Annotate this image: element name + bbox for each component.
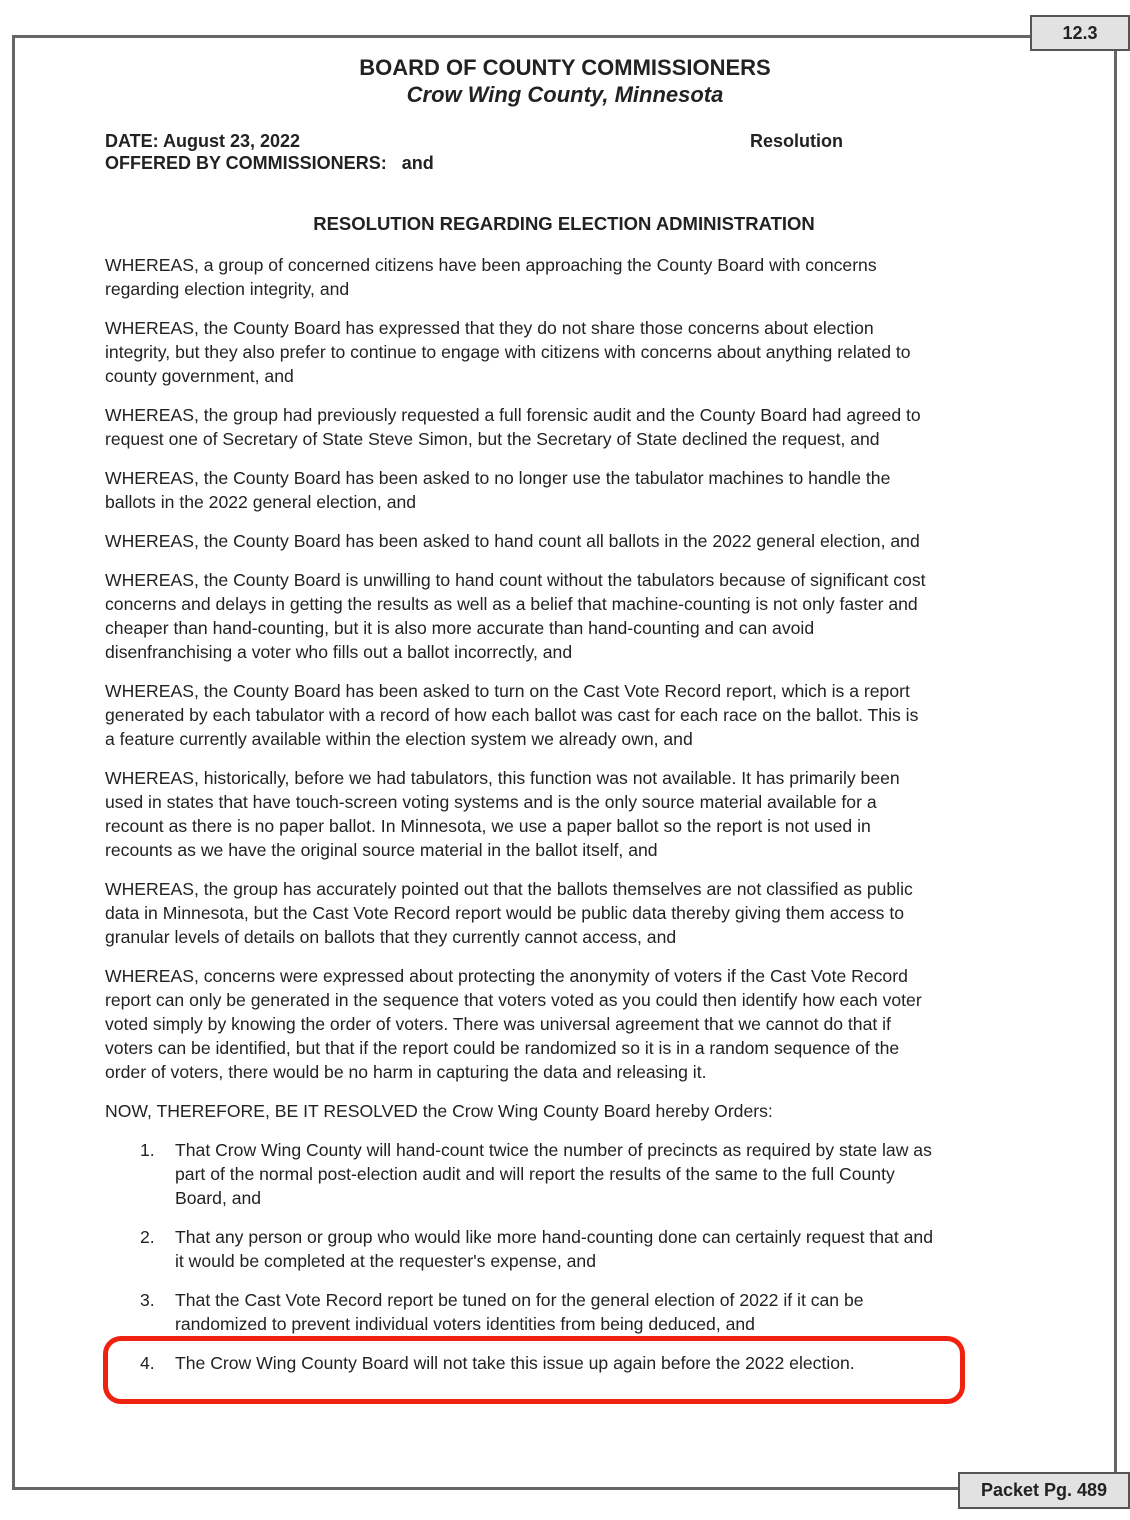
order-item [105, 1225, 1035, 1273]
order-number: 3. [140, 1290, 155, 1310]
text-line: NOW, THEREFORE, BE IT RESOLVED the Crow Wing County Board hereby Orders: [105, 1101, 773, 1121]
whereas-paragraph [105, 466, 1035, 514]
order-number: 4. [140, 1353, 155, 1373]
text-line: WHEREAS, the County Board has expressed that they do not share those concerns about election [105, 318, 874, 338]
text-line: county government, and [105, 366, 294, 386]
text-line: report can only be generated in the sequence that voters voted as you could then identify how each voter [105, 990, 922, 1010]
offered-by-line: OFFERED BY COMMISSIONERS: and [105, 153, 434, 173]
agenda-item-tag: 12.3 [1030, 15, 1130, 51]
text-line: granular levels of details on ballots that they currently cannot access, and [105, 927, 677, 947]
whereas-paragraph [105, 679, 1035, 751]
frame-left [12, 35, 15, 1490]
text-line: WHEREAS, concerns were expressed about protecting the anonymity of voters if the Cast Vote Record [105, 966, 908, 986]
text-line: data in Minnesota, but the Cast Vote Record report would be public data thereby giving them access to [105, 903, 905, 923]
text-line: regarding election integrity, and [105, 279, 350, 299]
packet-page-tag: Packet Pg. 489 [958, 1472, 1130, 1509]
text-line: WHEREAS, the County Board is unwilling to hand count without the tabulators because of significant cost [105, 570, 926, 590]
order-text [175, 1288, 864, 1336]
order-item [105, 1288, 1035, 1336]
text-line: integrity, but they also prefer to continue to engage with citizens with concerns about anything related to [105, 342, 911, 362]
text-line: recounts as we have the original source material in the ballot itself, and [105, 840, 658, 860]
text-line: disenfranchising a voter who fills out a ballot incorrectly, and [105, 642, 573, 662]
whereas-paragraph [105, 316, 1035, 388]
order-number: 1. [140, 1140, 155, 1160]
text-line: voted simply by knowing the order of voters. There was universal agreement that we cannot do that if [105, 1014, 891, 1034]
doc-type: Resolution [750, 131, 843, 151]
order-text [175, 1225, 933, 1273]
text-line: ballots in the 2022 general election, and [105, 492, 417, 512]
text-line: WHEREAS, the group has accurately pointed out that the ballots themselves are not classified as public [105, 879, 913, 899]
whereas-paragraph [105, 1099, 1035, 1123]
whereas-paragraph [105, 766, 1035, 862]
whereas-paragraph [105, 568, 1035, 664]
text-line: WHEREAS, the County Board has been asked to turn on the Cast Vote Record report, which is a report [105, 681, 910, 701]
text-line: generated by each tabulator with a record of how each ballot was cast for each race on the ballot. This is [105, 705, 919, 725]
text-line: WHEREAS, the group had previously requested a full forensic audit and the County Board had agreed to [105, 405, 921, 425]
text-line: a feature currently available within the election system we already own, and [105, 729, 693, 749]
board-heading: BOARD OF COUNTY COMMISSIONERS [359, 55, 771, 80]
text-line: request one of Secretary of State Steve Simon, but the Secretary of State declined the request, and [105, 429, 880, 449]
text-line: The Crow Wing County Board will not take this issue up again before the 2022 election. [175, 1353, 855, 1373]
text-line: voters can be identified, but that if the report could be randomized so it is in a random sequence of the [105, 1038, 900, 1058]
text-line: WHEREAS, the County Board has been asked to hand count all ballots in the 2022 general election, and [105, 531, 920, 551]
text-line: Board, and [175, 1188, 262, 1208]
text-line: concerns and delays in getting the results as well as a belief that machine-counting is not only faster and [105, 594, 918, 614]
text-line: WHEREAS, a group of concerned citizens have been approaching the County Board with concerns [105, 255, 877, 275]
text-line: recount as there is no paper ballot. In Minnesota, we use a paper ballot so the report is not used in [105, 816, 871, 836]
frame-right [1114, 48, 1117, 1474]
text-line: That any person or group who would like more hand-counting done can certainly request that and [175, 1227, 933, 1247]
whereas-paragraph [105, 403, 1035, 451]
whereas-paragraph [105, 877, 1035, 949]
text-line: WHEREAS, historically, before we had tabulators, this function was not available. It has primarily been [105, 768, 900, 788]
whereas-paragraph [105, 964, 1035, 1084]
frame-top [12, 35, 1032, 38]
text-line: used in states that have touch-screen voting systems and is the only source material available for a [105, 792, 877, 812]
text-line: That Crow Wing County will hand-count twice the number of precincts as required by state law as [175, 1140, 932, 1160]
whereas-paragraph [105, 529, 1035, 553]
text-line: randomized to prevent individual voters identities from being deduced, and [175, 1314, 755, 1334]
whereas-paragraph [105, 253, 1035, 301]
text-line: That the Cast Vote Record report be tuned on for the general election of 2022 if it can be [175, 1290, 864, 1310]
resolution-body [105, 253, 1035, 1390]
order-item [105, 1138, 1035, 1210]
text-line: cheaper than hand-counting, but it is also more accurate than hand-counting and can avoid [105, 618, 815, 638]
resolution-title: RESOLUTION REGARDING ELECTION ADMINISTRATION [313, 213, 815, 234]
text-line: it would be completed at the requester's expense, and [175, 1251, 596, 1271]
order-number: 2. [140, 1227, 155, 1247]
order-text [175, 1138, 932, 1210]
date-line: DATE: August 23, 2022 [105, 131, 301, 151]
text-line: order of voters, there would be no harm in capturing the data and releasing it. [105, 1062, 707, 1082]
text-line: part of the normal post-election audit and will report the results of the same to the full County [175, 1164, 895, 1184]
text-line: WHEREAS, the County Board has been asked to no longer use the tabulator machines to handle the [105, 468, 891, 488]
highlight-box [103, 1336, 965, 1404]
frame-bottom [12, 1487, 960, 1490]
county-heading: Crow Wing County, Minnesota [406, 82, 724, 107]
